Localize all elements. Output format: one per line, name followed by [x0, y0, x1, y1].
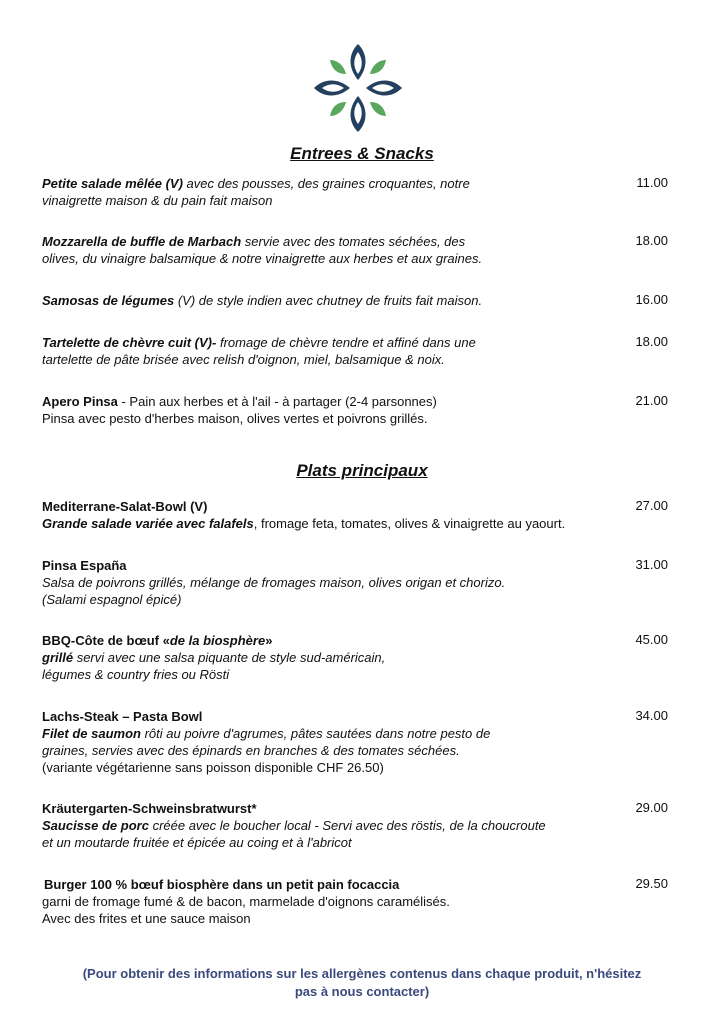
- menu-item: [42, 393, 682, 427]
- menu-item: [42, 334, 682, 368]
- item-name: Samosas de légumes: [42, 293, 175, 308]
- item-desc: - Pain aux herbes et à l'ail - à partager (2-4 parsonnes): [117, 394, 437, 409]
- item-name: Mozzarella de buffle de Marbach: [42, 234, 242, 249]
- menu-item: [42, 708, 682, 776]
- item-desc: vinaigrette maison & du pain fait maison: [42, 193, 273, 208]
- allergen-notice-line1: (Pour obtenir des informations sur les allergènes contenus dans chaque produit, n'hésitez: [82, 966, 642, 981]
- item-price: 11.00: [636, 175, 668, 190]
- item-desc: , fromage feta, tomates, olives & vinaigrette au yaourt.: [253, 516, 566, 531]
- item-desc: olives, du vinaigre balsamique & notre vinaigrette aux herbes et aux graines.: [42, 251, 483, 266]
- menu-item: [42, 175, 682, 209]
- item-desc: légumes & country fries ou Rösti: [42, 667, 230, 682]
- item-name: Lachs-Steak – Pasta Bowl: [42, 709, 203, 724]
- item-sub: Filet de saumon: [42, 726, 141, 741]
- item-desc: créée avec le boucher local - Servi avec des röstis, de la choucroute: [148, 818, 546, 833]
- item-name: Pinsa España: [42, 558, 127, 573]
- item-desc: Pinsa avec pesto d'herbes maison, olives vertes et poivrons grillés.: [42, 411, 428, 426]
- allergen-notice: [30, 965, 694, 1001]
- item-name-italic: de la biosphère: [169, 633, 266, 648]
- item-desc: et un moutarde fruitée et épicée au coing et à l'abricot: [42, 835, 352, 850]
- lotus-flower-icon: [310, 40, 406, 136]
- item-desc: tartelette de pâte brisée avec relish d'oignon, miel, balsamique & noix.: [42, 352, 445, 367]
- item-desc: garni de fromage fumé & de bacon, marmelade d'oignons caramélisés.: [42, 894, 450, 909]
- item-name: Petite salade mêlée (V): [42, 176, 183, 191]
- item-desc: Avec des frites et une sauce maison: [42, 911, 251, 926]
- menu-item: [42, 292, 682, 309]
- item-price: 34.00: [635, 708, 668, 723]
- menu-item: [42, 233, 682, 267]
- item-desc: servi avec une salsa piquante de style sud-américain,: [73, 650, 386, 665]
- item-desc: (Salami espagnol épicé): [42, 592, 182, 607]
- item-desc: rôti au poivre d'agrumes, pâtes sautées dans notre pesto de: [140, 726, 491, 741]
- item-name: Burger 100 % bœuf biosphère dans un petit pain focaccia: [44, 877, 400, 892]
- item-name: Apero Pinsa: [42, 394, 118, 409]
- item-name: Kräutergarten-Schweinsbratwurst*: [42, 801, 257, 816]
- item-price: 29.00: [635, 800, 668, 815]
- item-name: Mediterrane-Salat-Bowl (V): [42, 499, 208, 514]
- item-price: 18.00: [635, 233, 668, 248]
- item-price: 29.50: [635, 876, 668, 891]
- item-price: 18.00: [635, 334, 668, 349]
- item-price: 16.00: [635, 292, 668, 307]
- item-desc: avec des pousses, des graines croquantes, notre: [182, 176, 470, 191]
- menu-item: [42, 800, 682, 851]
- allergen-notice-line2: pas à nous contacter): [294, 984, 430, 999]
- item-name-end: »: [265, 633, 273, 648]
- item-name: BBQ-Côte de bœuf «: [42, 633, 170, 648]
- item-desc: fromage de chèvre tendre et affiné dans une: [216, 335, 476, 350]
- menu-item: [42, 557, 682, 608]
- menu-item: [42, 632, 682, 683]
- section-title-plats: Plats principaux: [296, 461, 428, 480]
- item-desc: (V) de style indien avec chutney de fruits fait maison.: [174, 293, 483, 308]
- item-price: 31.00: [635, 557, 668, 572]
- item-price: 45.00: [635, 632, 668, 647]
- item-name: Tartelette de chèvre cuit (V)-: [42, 335, 217, 350]
- menu-item: [42, 498, 682, 532]
- item-desc: servie avec des tomates séchées, des: [241, 234, 466, 249]
- item-desc: graines, servies avec des épinards en branches & des tomates séchées.: [42, 743, 460, 758]
- item-price: 27.00: [635, 498, 668, 513]
- item-desc: (variante végétarienne sans poisson disponible CHF 26.50): [42, 760, 384, 775]
- item-sub: Grande salade variée avec falafels: [42, 516, 254, 531]
- section-title-entrees: Entrees & Snacks: [290, 144, 434, 163]
- item-sub: grillé: [42, 650, 74, 665]
- item-sub: Saucisse de porc: [42, 818, 149, 833]
- item-price: 21.00: [635, 393, 668, 408]
- menu-item: [44, 876, 684, 927]
- item-desc: Salsa de poivrons grillés, mélange de fromages maison, olives origan et chorizo.: [42, 575, 506, 590]
